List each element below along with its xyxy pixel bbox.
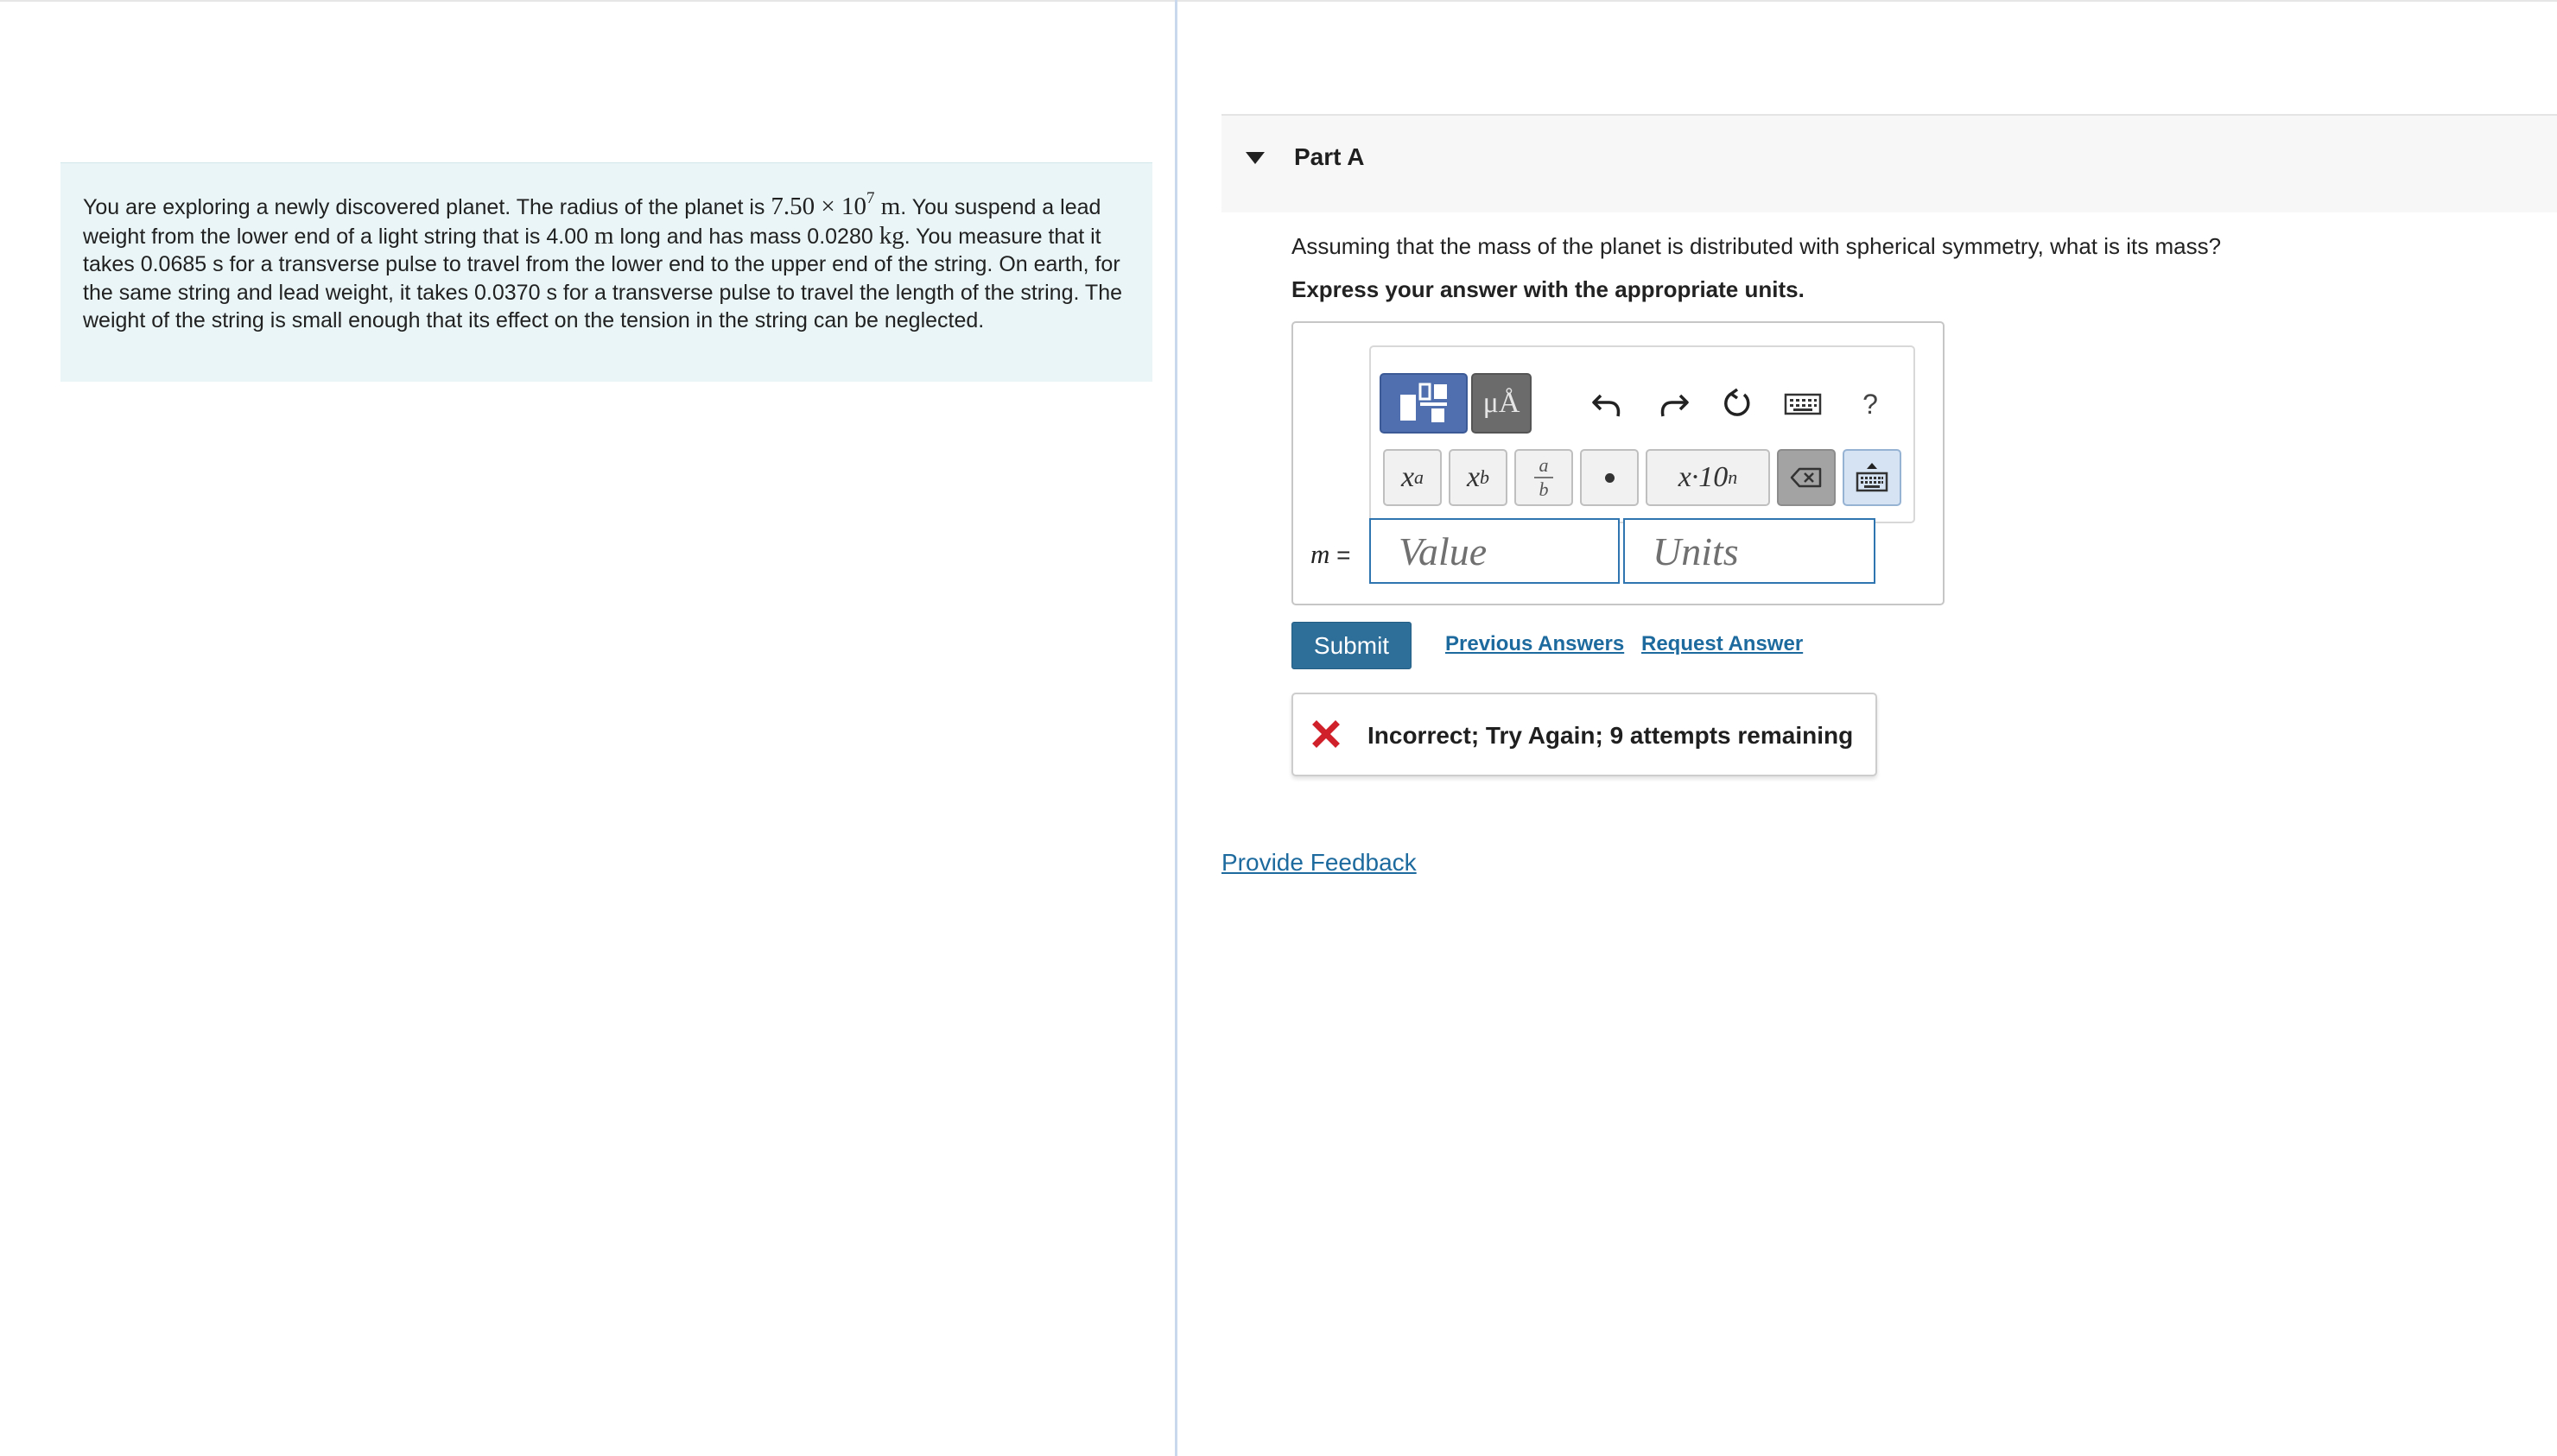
equals-sign: = [1329, 541, 1351, 568]
problem-text-2: . You suspend a lead weight from the lower end of a light string that is 4.00 [83, 195, 1101, 249]
radius-mantissa: 7.50 × 10 [771, 193, 866, 220]
previous-answers-link[interactable]: Previous Answers [1445, 632, 1625, 655]
feedback-text: Incorrect; Try Again; 9 attempts remaining [1367, 722, 1854, 749]
problem-statement [60, 162, 1152, 382]
superscript-base: x [1400, 461, 1415, 493]
answer-variable-label [1310, 539, 1351, 570]
provide-feedback-link[interactable]: Provide Feedback [1221, 849, 1417, 876]
help-label: ? [1862, 388, 1878, 420]
backspace-icon [1789, 466, 1824, 489]
fraction-symbol [1534, 456, 1553, 499]
dot-icon [1605, 473, 1615, 483]
scientific-notation-key[interactable]: x·10 n [1646, 449, 1770, 506]
keyboard-up-icon [1855, 460, 1889, 495]
superscript-key[interactable]: x a [1383, 449, 1442, 506]
undo-icon [1590, 387, 1625, 421]
radius-unit: m [874, 193, 901, 220]
symbols-button[interactable] [1471, 373, 1532, 434]
subscript-key[interactable]: x b [1449, 449, 1507, 506]
reset-icon [1720, 387, 1754, 421]
request-answer-link[interactable]: Request Answer [1641, 632, 1804, 655]
keyboard-icon [1784, 391, 1822, 417]
keyboard-shortcuts-button[interactable] [1779, 380, 1827, 428]
radius-value [771, 189, 901, 220]
subscript-base: x [1466, 461, 1481, 493]
length-unit: m [593, 221, 614, 250]
top-border [0, 0, 2557, 2]
radius-exponent: 7 [866, 189, 875, 207]
problem-text-3: long and has mass 0.0280 [613, 224, 879, 249]
feedback-message-box [1291, 693, 1877, 776]
part-a-header[interactable] [1221, 114, 2557, 212]
problem-text-4: . You measure that it takes 0.0685 s for a transverse pulse to travel from the lower end to the upper end of the string. On earth, for the same string and lead weight, it takes 0.0370 s for a transverse pulse to travel the length of the string. The weight of the string is small enough that its effect on the tension in the string can be neglected. [83, 224, 1123, 332]
fraction-key[interactable] [1514, 449, 1573, 506]
collapse-caret-icon[interactable] [1246, 152, 1265, 164]
redo-button[interactable] [1649, 380, 1697, 428]
undo-button[interactable] [1583, 380, 1632, 428]
answer-box [1291, 321, 1945, 605]
sci-base: x·10 [1678, 461, 1729, 493]
templates-icon [1397, 381, 1450, 426]
redo-icon [1656, 387, 1691, 421]
mass-unit: kg [879, 221, 904, 250]
part-title: Part A [1294, 143, 1365, 170]
help-button[interactable] [1846, 380, 1894, 428]
answer-instruction: Express your answer with the appropriate units. [1291, 276, 1805, 302]
backspace-key[interactable] [1777, 449, 1836, 506]
templates-button[interactable] [1380, 373, 1468, 434]
incorrect-x-icon [1312, 720, 1340, 748]
panel-divider [1175, 0, 1177, 1456]
fraction-denominator: b [1539, 478, 1549, 500]
answer-variable: m [1310, 539, 1330, 569]
show-keyboard-key[interactable] [1843, 449, 1901, 506]
question-text: Assuming that the mass of the planet is distributed with spherical symmetry, what is its mass? [1291, 233, 2222, 259]
fraction-numerator: a [1539, 454, 1549, 476]
multiply-dot-key[interactable] [1580, 449, 1639, 506]
problem-text-1: You are exploring a newly discovered planet. The radius of the planet is [83, 195, 771, 219]
value-input[interactable] [1369, 518, 1620, 584]
submit-button[interactable]: Submit [1291, 622, 1412, 669]
units-input[interactable] [1623, 518, 1875, 584]
symbols-label: μÅ [1482, 387, 1520, 419]
math-toolbar [1369, 345, 1915, 523]
reset-button[interactable] [1713, 380, 1761, 428]
